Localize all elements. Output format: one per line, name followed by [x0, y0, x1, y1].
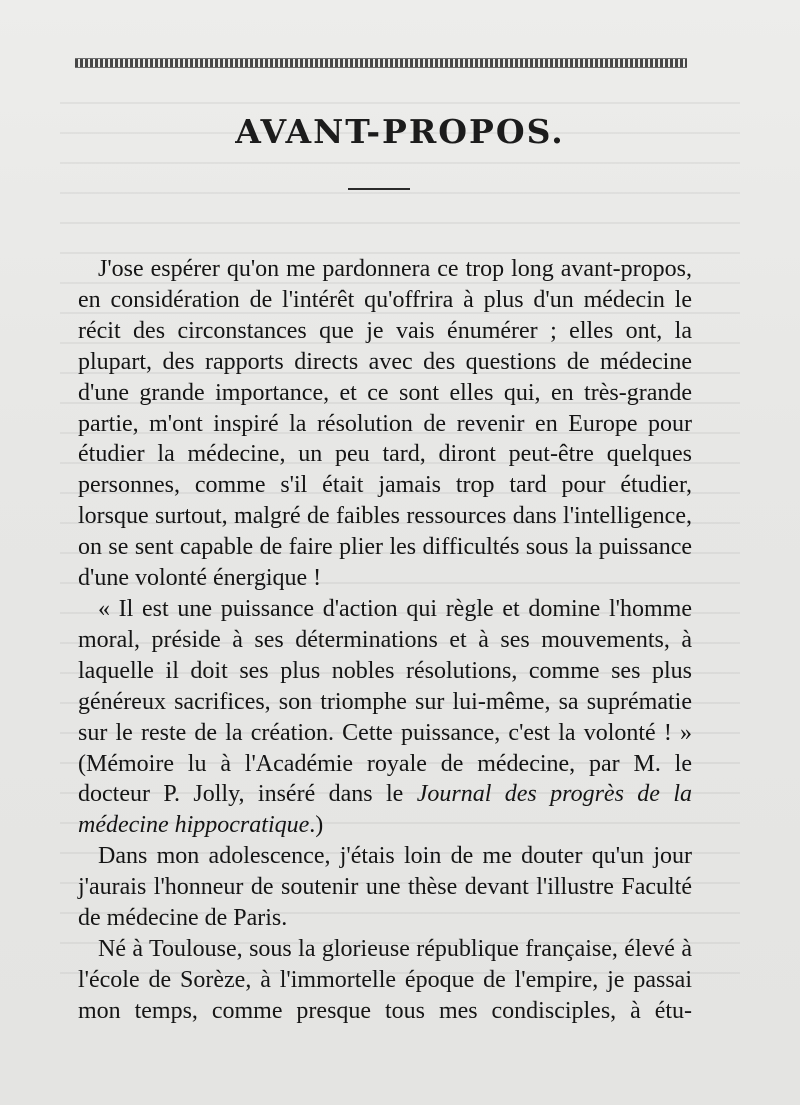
journal-title: Journal des progrès de la médecine hippocratique: [78, 781, 692, 839]
ornamental-header-rule: [75, 58, 687, 68]
paragraph-2: [78, 594, 692, 841]
paragraph-2-text: « Il est une puissance d'action qui règle et domine l'homme moral, préside à ses déterminations et à ses mouvements, à laquelle il doit ses plus nobles résolutions, comme ses plus généreux sacrifices, son triomphe sur lui-même, sa suprématie sur le reste de la création. Cette puissance, c'est la volonté ! » (Mémoire lu à l'Académie royale de médecine, par M. le docteur P. Jolly, inséré dans le: [78, 595, 692, 808]
paragraph-2-end: .): [309, 812, 324, 839]
paragraph-1: J'ose espérer qu'on me pardonnera ce trop long avant-propos, en considération de l'intérêt qu'offrira à plus d'un médecin le récit des circonstances que je vais énumérer ; elles ont, la plupart, des rapports directs avec des questions de médecine d'une grande importance, et ce sont elles qui, en très-grande partie, m'ont inspiré la résolution de revenir en Europe pour étudier la médecine, un peu tard, diront peut-être quelques personnes, comme s'il était jamais trop tard pour étudier, lorsque surtout, malgré de faibles ressources dans l'intelligence, on se sent capable de faire plier les difficultés sous la puissance d'une volonté énergique !: [78, 256, 692, 592]
page-title: AVANT-PROPOS.: [235, 112, 565, 151]
title-divider: [348, 188, 410, 190]
paragraph-4: Né à Toulouse, sous la glorieuse république française, élevé à l'école de Sorèze, à l'immortelle époque de l'empire, je passai mon temps, comme presque tous mes condisciples, à étu-: [78, 935, 692, 1024]
paragraph-3: Dans mon adolescence, j'étais loin de me douter qu'un jour j'aurais l'honneur de soutenir une thèse devant l'illustre Faculté de médecine de Paris.: [78, 843, 692, 932]
body-text: [78, 254, 692, 1027]
